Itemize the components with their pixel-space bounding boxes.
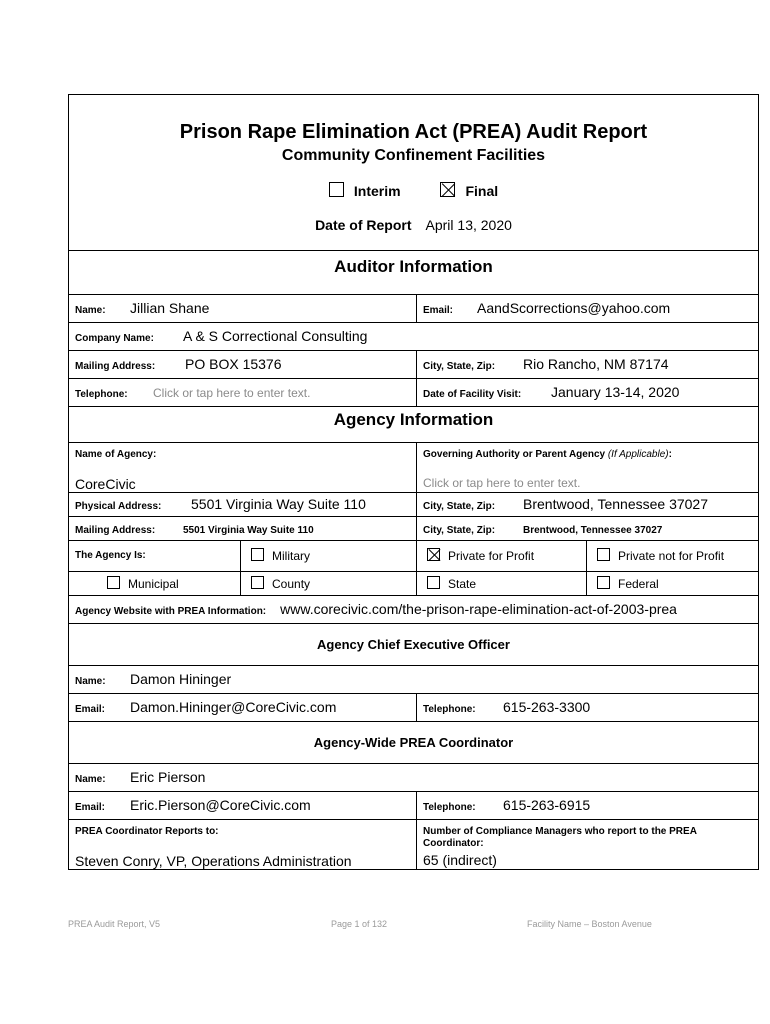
governing-label-text: Governing Authority or Parent Agency [423, 449, 606, 460]
agency-type-municipal[interactable] [69, 572, 241, 596]
ceo-name-value[interactable]: Damon Hininger [130, 670, 232, 687]
interim-checkbox-icon[interactable] [329, 182, 344, 197]
federal-checkbox-icon[interactable] [597, 576, 610, 589]
coordinator-email-cell [69, 792, 417, 820]
agency-website-cell [69, 596, 759, 624]
ceo-section-title: Agency Chief Executive Officer [69, 624, 759, 666]
agency-type-county[interactable] [241, 572, 417, 596]
federal-label: Federal [618, 576, 659, 591]
agency-physical-csz-label: City, State, Zip: [423, 500, 496, 512]
coordinator-reports-value[interactable]: Steven Conry, VP, Operations Administration [75, 853, 352, 869]
auditor-csz-label: City, State, Zip: [423, 360, 496, 372]
coordinator-name-label: Name: [75, 773, 106, 785]
agency-physical-csz-cell [417, 493, 759, 517]
auditor-email-cell [417, 295, 759, 323]
auditor-company-value[interactable]: A & S Correctional Consulting [183, 327, 368, 344]
military-checkbox-icon[interactable] [251, 548, 264, 561]
auditor-csz-value[interactable]: Rio Rancho, NM 87174 [523, 355, 669, 372]
agency-website-label: Agency Website with PREA Information: [75, 605, 267, 617]
final-option[interactable] [440, 183, 498, 199]
report-header [69, 95, 759, 251]
agency-type-private-nonprofit[interactable] [587, 541, 759, 572]
military-label: Military [272, 549, 310, 563]
ceo-name-cell [69, 666, 759, 694]
auditor-visit-value[interactable]: January 13-14, 2020 [551, 383, 680, 400]
agency-type-state[interactable] [417, 572, 587, 596]
ceo-email-label: Email: [75, 703, 106, 715]
final-label: Final [465, 183, 499, 199]
agency-governing-label [423, 449, 752, 460]
private-nonprofit-label: Private not for Profit [618, 549, 725, 563]
agency-type-federal[interactable] [587, 572, 759, 596]
agency-section-title: Agency Information [69, 407, 759, 443]
coordinator-name-cell [69, 764, 759, 792]
report-type-row [75, 182, 752, 199]
auditor-mailing-label: Mailing Address: [75, 360, 156, 372]
agency-type-label-cell [69, 541, 241, 572]
agency-name-label: Name of Agency: [75, 449, 157, 460]
ceo-email-cell [69, 694, 417, 722]
coordinator-name-value[interactable]: Eric Pierson [130, 768, 206, 785]
report-date-label: Date of Report [315, 217, 412, 233]
auditor-company-cell [69, 323, 759, 351]
governing-label-colon: : [668, 449, 672, 460]
report-date-row [75, 217, 752, 233]
agency-type-military[interactable] [241, 541, 417, 572]
audit-report-page [68, 94, 758, 870]
auditor-phone-cell [69, 379, 417, 407]
auditor-visit-cell [417, 379, 759, 407]
county-label: County [272, 576, 311, 591]
footer-page-number: Page 1 of 132 [331, 919, 388, 929]
agency-physical-csz-value[interactable]: Brentwood, Tennessee 37027 [523, 495, 708, 512]
private-profit-checkbox-checked-icon[interactable] [427, 548, 440, 561]
auditor-email-value[interactable]: AandScorrections@yahoo.com [477, 299, 671, 316]
agency-mailing-csz-label: City, State, Zip: [423, 524, 496, 536]
auditor-email-label: Email: [423, 304, 454, 316]
agency-mailing-value[interactable]: 5501 Virginia Way Suite 110 [183, 524, 314, 536]
report-subtitle: Community Confinement Facilities [281, 147, 546, 164]
auditor-csz-cell [417, 351, 759, 379]
agency-type-label: The Agency Is: [75, 550, 146, 561]
auditor-phone-placeholder[interactable]: Click or tap here to enter text. [153, 385, 311, 400]
state-checkbox-icon[interactable] [427, 576, 440, 589]
coordinator-managers-value[interactable]: 65 (indirect) [423, 852, 497, 868]
state-label: State [448, 576, 477, 591]
final-checkbox-checked-icon[interactable] [440, 182, 455, 197]
municipal-checkbox-icon[interactable] [107, 576, 120, 589]
agency-physical-label: Physical Address: [75, 500, 162, 512]
coordinator-email-value[interactable]: Eric.Pierson@CoreCivic.com [130, 796, 311, 813]
ceo-phone-cell [417, 694, 759, 722]
auditor-visit-label: Date of Facility Visit: [423, 388, 522, 400]
private-profit-label: Private for Profit [448, 549, 535, 563]
footer-report-version: PREA Audit Report, V5 [68, 919, 161, 929]
coordinator-section-title: Agency-Wide PREA Coordinator [69, 722, 759, 764]
municipal-label: Municipal [128, 576, 179, 591]
report-date-value[interactable]: April 13, 2020 [425, 217, 512, 233]
auditor-mailing-cell [69, 351, 417, 379]
auditor-name-label: Name: [75, 304, 106, 316]
ceo-name-label: Name: [75, 675, 106, 687]
agency-governing-cell [417, 443, 759, 493]
agency-type-private-profit[interactable] [417, 541, 587, 572]
audit-form-table [68, 94, 759, 870]
coordinator-reports-cell [69, 820, 417, 870]
report-title: Prison Rape Elimination Act (PREA) Audit Report [179, 121, 648, 143]
ceo-phone-value[interactable]: 615-263-3300 [503, 698, 591, 715]
coordinator-phone-label: Telephone: [423, 801, 476, 813]
ceo-phone-label: Telephone: [423, 703, 476, 715]
coordinator-phone-value[interactable]: 615-263-6915 [503, 796, 591, 813]
agency-mailing-csz-cell [417, 517, 759, 541]
agency-physical-value[interactable]: 5501 Virginia Way Suite 110 [191, 495, 366, 512]
governing-label-italic: (If Applicable) [607, 449, 669, 460]
interim-label: Interim [353, 183, 401, 199]
interim-option[interactable] [329, 183, 405, 199]
auditor-mailing-value[interactable]: PO BOX 15376 [185, 355, 282, 372]
auditor-company-label: Company Name: [75, 332, 154, 344]
private-nonprofit-checkbox-icon[interactable] [597, 548, 610, 561]
county-checkbox-icon[interactable] [251, 576, 264, 589]
ceo-email-value[interactable]: Damon.Hininger@CoreCivic.com [130, 698, 337, 715]
coordinator-phone-cell [417, 792, 759, 820]
agency-governing-placeholder[interactable]: Click or tap here to enter text. [423, 476, 581, 490]
auditor-name-value[interactable]: Jillian Shane [130, 299, 210, 316]
coordinator-managers-cell [417, 820, 759, 870]
coordinator-reports-label: PREA Coordinator Reports to: [75, 826, 219, 837]
coordinator-email-label: Email: [75, 801, 106, 813]
agency-website-value[interactable]: www.corecivic.com/the-prison-rape-elimination-act-of-2003-prea [280, 600, 677, 617]
auditor-section-title: Auditor Information [69, 251, 759, 295]
agency-physical-cell [69, 493, 417, 517]
agency-name-value[interactable]: CoreCivic [75, 476, 136, 492]
footer-facility-name: Facility Name – Boston Avenue [527, 919, 652, 929]
agency-mailing-cell [69, 517, 417, 541]
auditor-name-cell [69, 295, 417, 323]
agency-mailing-label: Mailing Address: [75, 524, 156, 536]
agency-name-cell [69, 443, 417, 493]
agency-mailing-csz-value[interactable]: Brentwood, Tennessee 37027 [523, 524, 663, 536]
coordinator-managers-label: Number of Compliance Managers who report to the PREA Coordinator: [423, 826, 697, 849]
auditor-phone-label: Telephone: [75, 388, 128, 400]
